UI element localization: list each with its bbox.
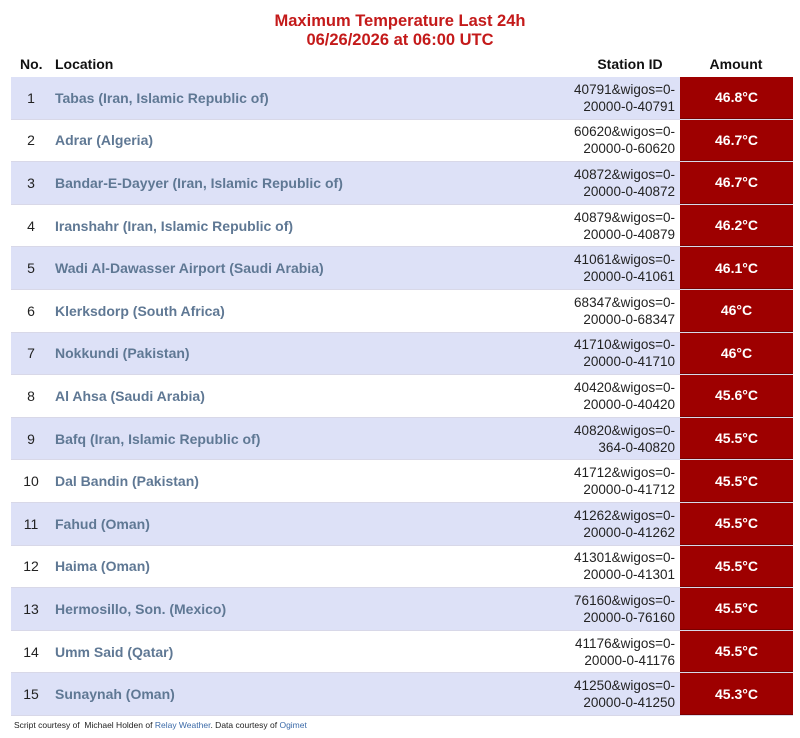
row-number: 8 — [27, 387, 35, 404]
row-amount: 46.2°C — [680, 205, 793, 247]
row-number: 12 — [23, 558, 39, 575]
temperature-table — [11, 77, 793, 716]
table-row — [11, 120, 793, 163]
station-id-text — [574, 379, 675, 413]
station-id-line-2: 364-0-40820 — [598, 439, 675, 455]
station-id-text — [574, 123, 675, 157]
row-location: Bafq (Iran, Islamic Republic of) — [55, 430, 261, 447]
table-row — [11, 546, 793, 589]
station-id-text — [574, 251, 675, 285]
row-number: 1 — [27, 89, 35, 106]
row-location: Tabas (Iran, Islamic Republic of) — [55, 89, 269, 106]
station-id-line-1: 41176&wigos=0- — [575, 635, 675, 651]
row-location: Dal Bandin (Pakistan) — [55, 473, 199, 490]
row-location: Wadi Al-Dawasser Airport (Saudi Arabia) — [55, 260, 324, 277]
footer-credits — [14, 720, 307, 730]
row-location: Bandar-E-Dayyer (Iran, Islamic Republic of) — [55, 174, 343, 191]
table-row — [11, 460, 793, 503]
station-id-text — [574, 294, 675, 328]
row-amount: 45.5°C — [680, 460, 793, 502]
footer-prefix: Script courtesy of — [14, 720, 80, 730]
table-row — [11, 77, 793, 120]
relay-weather-link[interactable]: Relay Weather — [154, 720, 211, 730]
station-id-line-1: 76160&wigos=0- — [574, 592, 675, 608]
table-row — [11, 375, 793, 418]
row-number: 11 — [23, 515, 39, 532]
row-amount: 45.6°C — [680, 375, 793, 417]
header-amount: Amount — [709, 56, 763, 72]
station-id-text — [574, 464, 675, 498]
row-number: 2 — [27, 132, 35, 149]
row-amount: 45.3°C — [680, 673, 793, 715]
station-id-line-2: 20000-0-41250 — [583, 695, 675, 711]
station-id-text — [575, 635, 675, 669]
footer-data-prefix: . Data courtesy of — [210, 720, 278, 730]
header-station-id: Station ID — [597, 56, 663, 72]
station-id-line-2: 20000-0-40420 — [583, 396, 675, 412]
table-row — [11, 247, 793, 290]
station-id-line-2: 20000-0-40791 — [583, 98, 675, 114]
table-row — [11, 631, 793, 674]
title-line-1: Maximum Temperature Last 24h — [274, 12, 526, 30]
row-location: Iranshahr (Iran, Islamic Republic of) — [55, 217, 294, 234]
row-amount: 45.5°C — [680, 503, 793, 545]
row-amount: 46.7°C — [680, 162, 793, 204]
station-id-line-1: 41710&wigos=0- — [574, 337, 675, 353]
row-station-id — [571, 503, 677, 545]
station-id-line-2: 20000-0-60620 — [583, 141, 675, 157]
row-station-id — [571, 120, 677, 162]
station-id-line-2: 20000-0-41710 — [583, 354, 675, 370]
row-station-id — [571, 290, 677, 332]
station-id-line-1: 40879&wigos=0- — [574, 209, 675, 225]
row-location: Nokkundi (Pakistan) — [55, 345, 190, 362]
row-station-id — [571, 546, 677, 588]
row-location: Sunaynah (Oman) — [55, 686, 175, 703]
row-location: Adrar (Algeria) — [55, 132, 154, 149]
table-row — [11, 205, 793, 248]
table-row — [11, 290, 793, 333]
station-id-text — [574, 166, 675, 200]
station-id-text — [574, 336, 675, 370]
station-id-line-1: 41061&wigos=0- — [574, 252, 675, 268]
station-id-line-1: 60620&wigos=0- — [574, 124, 675, 140]
table-row — [11, 418, 793, 461]
station-id-line-1: 41262&wigos=0- — [574, 507, 675, 523]
table-row — [11, 162, 793, 205]
row-number: 6 — [27, 302, 35, 319]
row-station-id — [571, 77, 677, 119]
station-id-line-2: 20000-0-41061 — [583, 269, 675, 285]
table-row — [11, 588, 793, 631]
row-station-id — [571, 375, 677, 417]
station-id-line-1: 40872&wigos=0- — [574, 166, 675, 182]
station-id-line-2: 20000-0-76160 — [583, 609, 675, 625]
station-id-text — [574, 549, 675, 583]
row-amount: 46.7°C — [680, 120, 793, 162]
row-station-id — [571, 247, 677, 289]
row-number: 5 — [27, 260, 35, 277]
ogimet-link[interactable]: Ogimet — [279, 720, 307, 730]
station-id-text — [574, 209, 675, 243]
station-id-line-2: 20000-0-68347 — [583, 311, 675, 327]
row-station-id — [571, 631, 677, 673]
row-amount: 45.5°C — [680, 631, 793, 673]
station-id-line-1: 68347&wigos=0- — [574, 294, 675, 310]
row-amount: 45.5°C — [680, 588, 793, 630]
table-row — [11, 503, 793, 546]
station-id-text — [574, 677, 675, 711]
row-station-id — [571, 333, 677, 375]
row-number: 9 — [27, 430, 35, 447]
station-id-line-1: 40791&wigos=0- — [574, 81, 675, 97]
station-id-text — [574, 592, 675, 626]
row-number: 13 — [23, 600, 39, 617]
row-number: 10 — [23, 473, 39, 490]
station-id-text — [574, 422, 675, 456]
row-amount: 46°C — [680, 333, 793, 375]
row-amount: 45.5°C — [680, 546, 793, 588]
station-id-line-2: 20000-0-41262 — [583, 524, 675, 540]
table-header — [0, 53, 800, 76]
row-station-id — [571, 162, 677, 204]
row-station-id — [571, 588, 677, 630]
row-station-id — [571, 205, 677, 247]
row-number: 4 — [27, 217, 35, 234]
row-number: 7 — [27, 345, 35, 362]
title-line-2: 06/26/2026 at 06:00 UTC — [306, 31, 494, 49]
row-number: 15 — [23, 686, 39, 703]
row-number: 14 — [23, 643, 39, 660]
row-location: Umm Said (Qatar) — [55, 643, 174, 660]
header-location: Location — [55, 56, 114, 72]
page-title — [0, 12, 800, 50]
row-amount: 46°C — [680, 290, 793, 332]
row-location: Hermosillo, Son. (Mexico) — [55, 600, 227, 617]
row-station-id — [571, 418, 677, 460]
header-no: No. — [20, 56, 43, 72]
row-location: Al Ahsa (Saudi Arabia) — [55, 387, 205, 404]
row-location: Klerksdorp (South Africa) — [55, 302, 225, 319]
row-number: 3 — [27, 174, 35, 191]
footer-author: Michael Holden — [84, 720, 143, 730]
table-row — [11, 673, 793, 716]
row-station-id — [571, 673, 677, 715]
station-id-line-1: 40420&wigos=0- — [574, 379, 675, 395]
row-station-id — [571, 460, 677, 502]
station-id-line-1: 41712&wigos=0- — [574, 465, 675, 481]
station-id-line-1: 41250&wigos=0- — [574, 678, 675, 694]
station-id-text — [574, 507, 675, 541]
row-location: Fahud (Oman) — [55, 515, 150, 532]
row-amount: 46.1°C — [680, 247, 793, 289]
station-id-line-2: 20000-0-41176 — [584, 652, 675, 668]
station-id-line-1: 41301&wigos=0- — [574, 550, 675, 566]
station-id-line-2: 20000-0-41301 — [583, 567, 675, 583]
footer-of: of — [145, 720, 153, 730]
station-id-text — [574, 81, 675, 115]
station-id-line-2: 20000-0-41712 — [583, 482, 675, 498]
row-amount: 45.5°C — [680, 418, 793, 460]
table-row — [11, 333, 793, 376]
station-id-line-2: 20000-0-40872 — [583, 183, 675, 199]
station-id-line-1: 40820&wigos=0- — [574, 422, 675, 438]
row-location: Haima (Oman) — [55, 558, 150, 575]
row-amount: 46.8°C — [680, 77, 793, 119]
station-id-line-2: 20000-0-40879 — [583, 226, 675, 242]
